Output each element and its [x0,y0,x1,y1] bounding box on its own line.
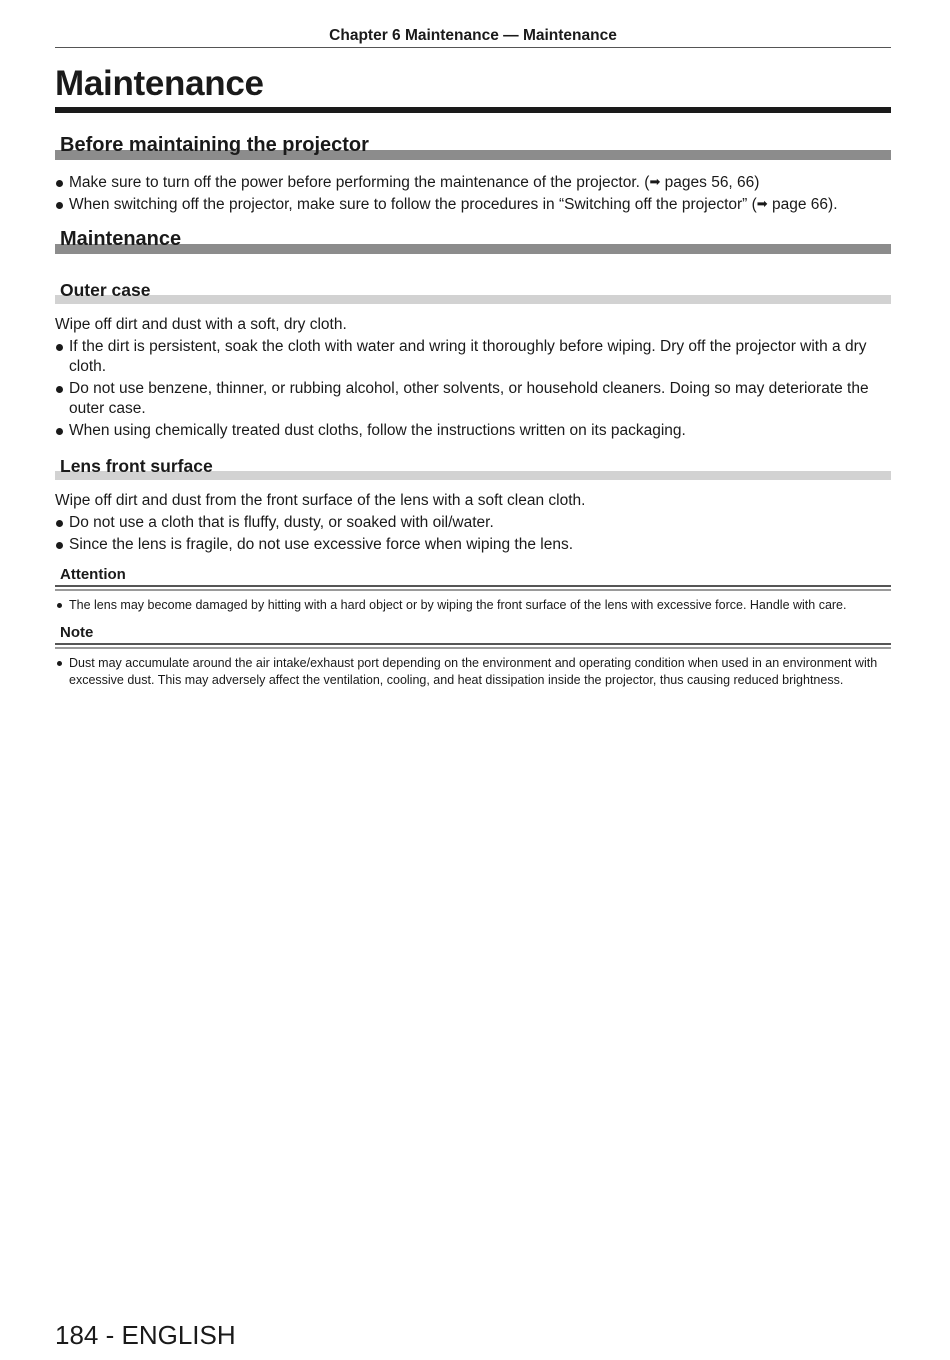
list-item: The lens may become damaged by hitting with a hard object or by wiping the front surface of the lens with excessive force. Handle with care. [55,597,891,614]
page-title: Maintenance [55,64,891,113]
section-heading-text: Maintenance [60,228,182,250]
note-label: Note [55,624,891,645]
section-heading-maintenance [55,227,891,251]
before-maintaining-list [55,173,891,215]
list-item [55,195,891,215]
subsection-heading-text: Outer case [60,280,151,300]
section-heading-before-maintaining [55,133,891,157]
note-list [55,655,891,689]
list-item: Do not use a cloth that is fluffy, dusty, or soaked with oil/water. [55,513,891,533]
page-number: 184 - ENGLISH [55,1320,236,1350]
subsection-heading-lens-front-surface [55,455,891,477]
list-item: If the dirt is persistent, soak the cloth with water and wring it thoroughly before wiping. Dry off the projector with a dry cloth. [55,337,891,377]
arrow-right-icon: ➡ [649,174,661,189]
page-reference: page 66). [772,196,838,213]
page-reference: pages 56, 66) [664,174,760,191]
list-item: When using chemically treated dust cloths, follow the instructions written on its packaging. [55,421,891,441]
attention-label: Attention [55,566,891,587]
list-item-text: Make sure to turn off the power before performing the maintenance of the projector. ( [69,174,650,191]
subsection-heading-outer-case [55,279,891,301]
arrow-right-icon: ➡ [756,196,768,211]
lens-front-intro: Wipe off dirt and dust from the front surface of the lens with a soft clean cloth. [55,492,586,509]
attention-list [55,597,891,614]
page [55,0,891,689]
lens-front-list [55,513,891,555]
list-item [55,173,891,193]
list-item: Do not use benzene, thinner, or rubbing alcohol, other solvents, or household cleaners. Doing so may deteriorate the outer case. [55,379,891,419]
list-item: Dust may accumulate around the air intake/exhaust port depending on the environment and operating condition when used in an environment with excessive dust. This may adversely affect the ventilation, cooling, and heat dissipation inside the projector, thus causing reduced brightness. [55,655,891,689]
outer-case-intro: Wipe off dirt and dust with a soft, dry cloth. [55,316,347,333]
section-heading-text: Before maintaining the projector [60,134,369,156]
subsection-heading-text: Lens front surface [60,456,213,476]
running-header: Chapter 6 Maintenance — Maintenance [55,26,891,48]
outer-case-list [55,337,891,441]
list-item: Since the lens is fragile, do not use excessive force when wiping the lens. [55,535,891,555]
list-item-text: When switching off the projector, make sure to follow the procedures in “Switching off the projector” ( [69,196,757,213]
